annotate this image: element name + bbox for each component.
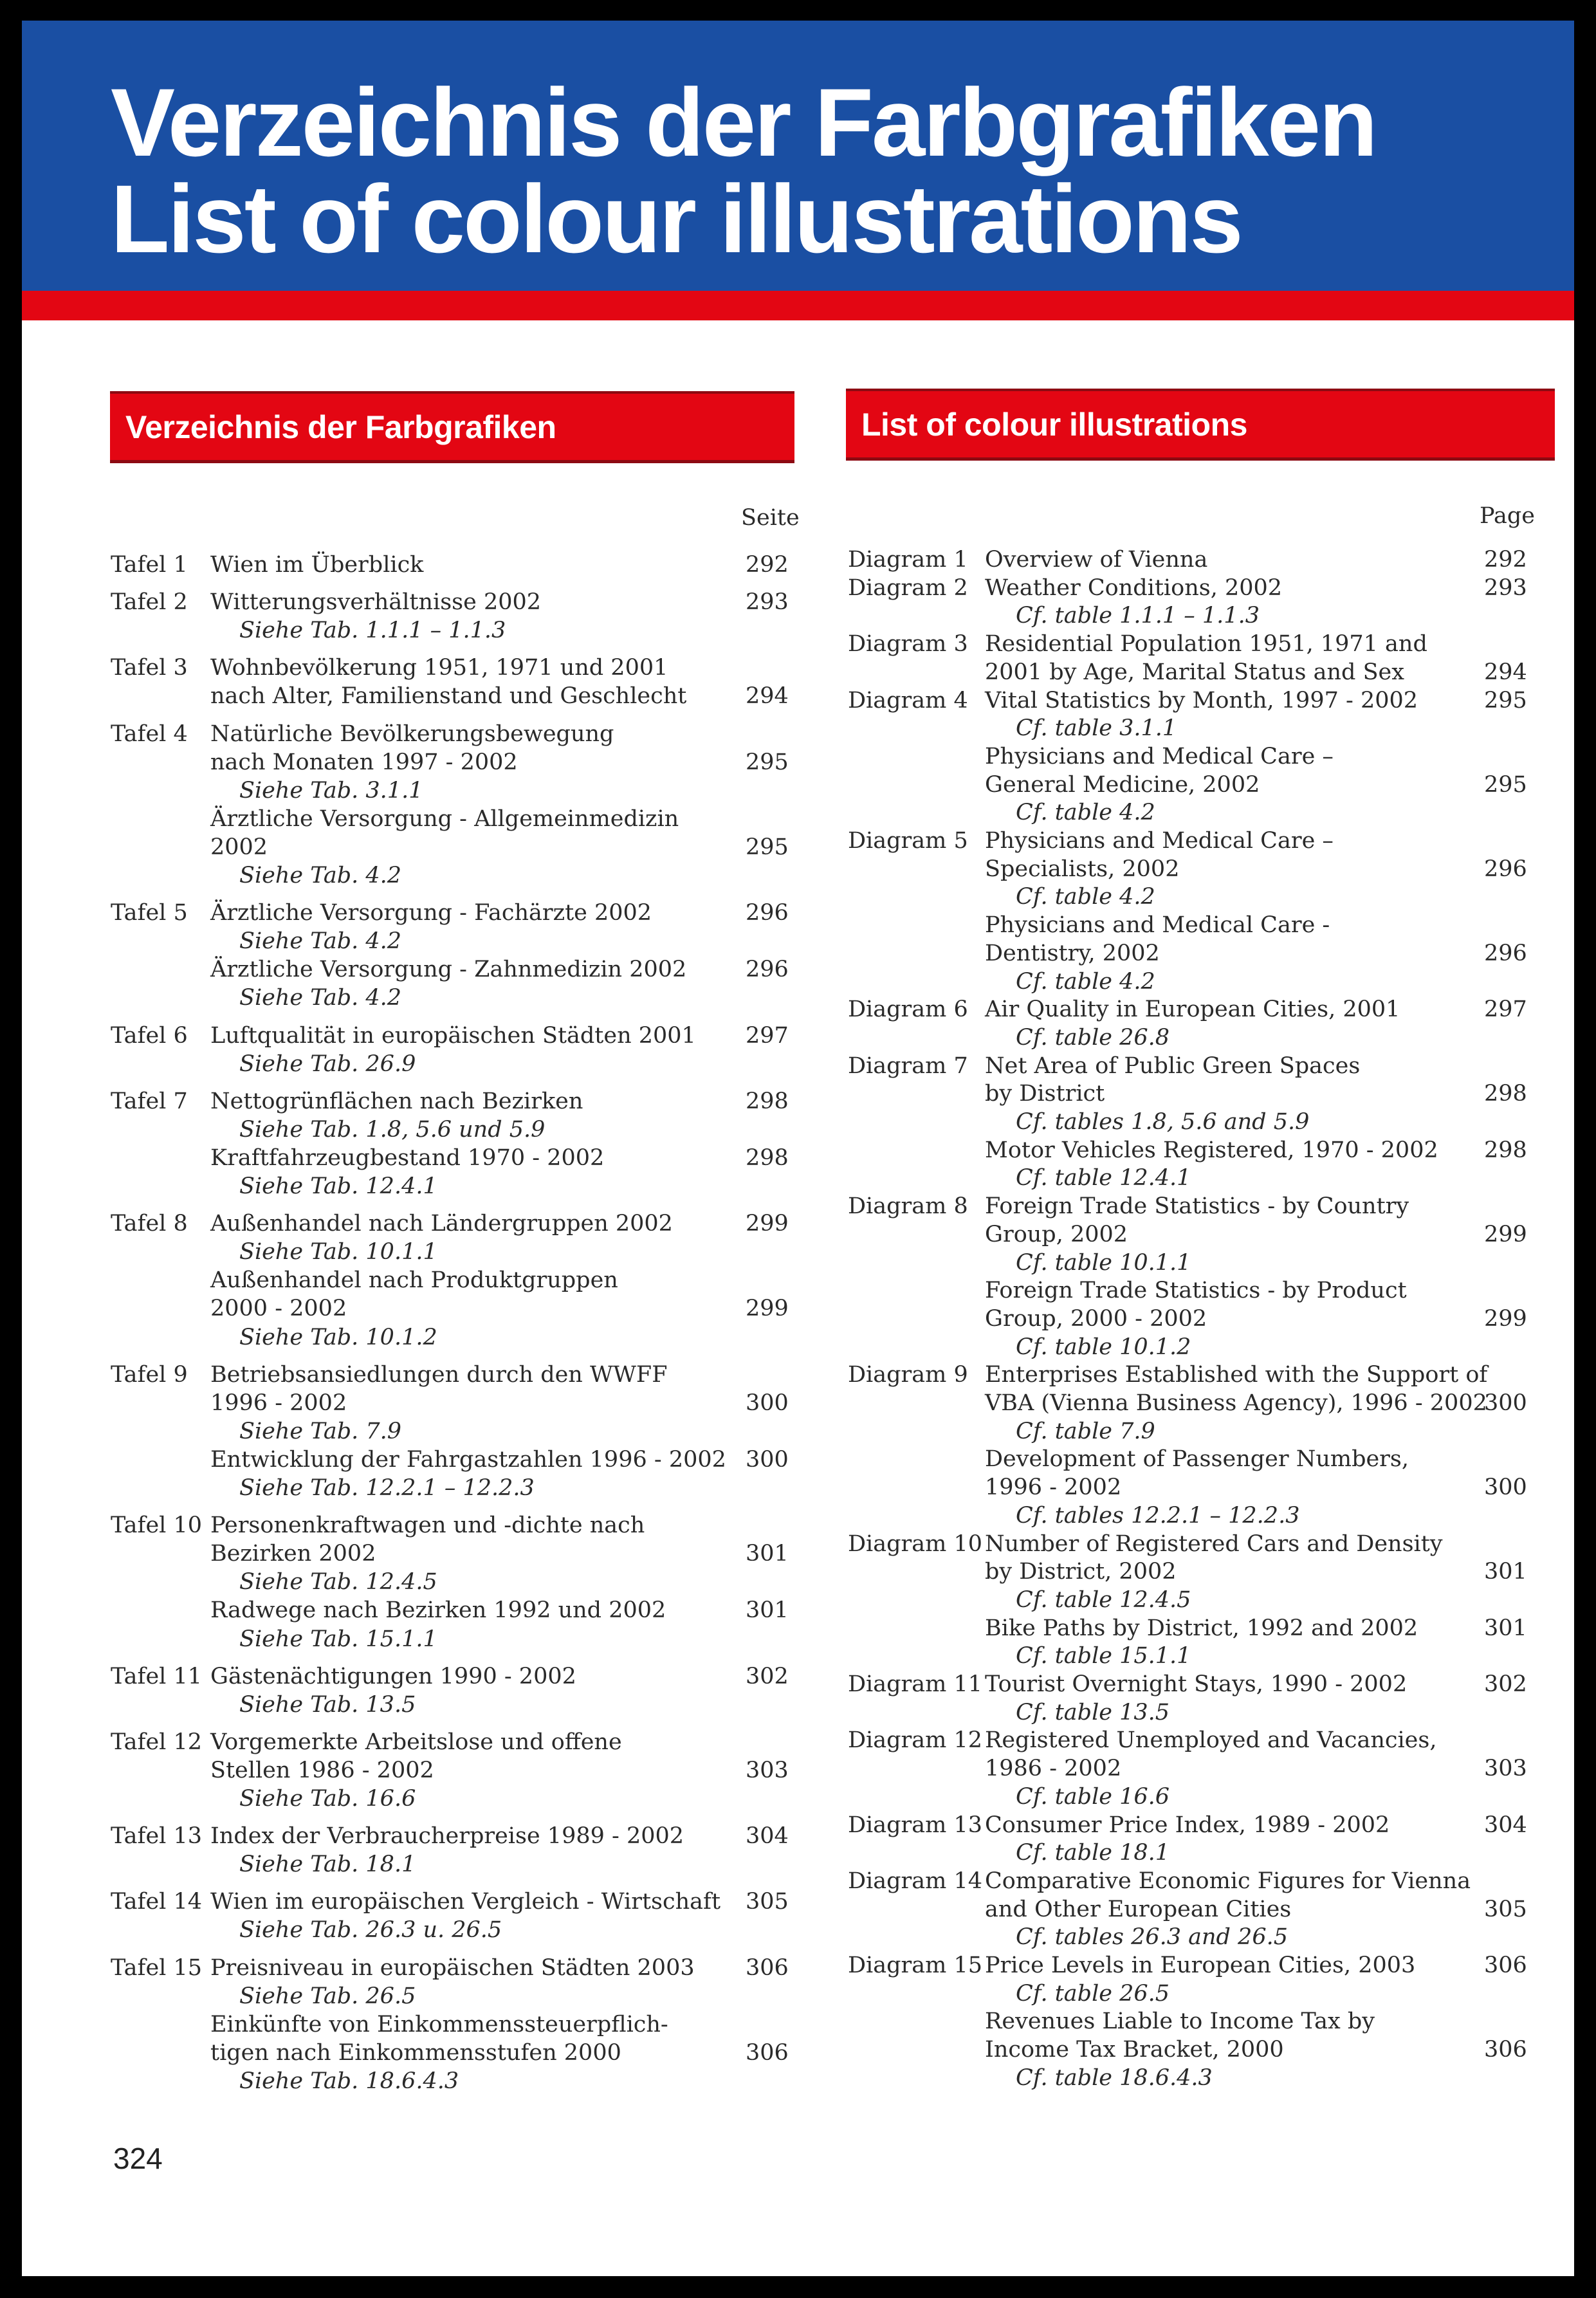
entry-text: Natürliche Bevölkerungsbewegung	[210, 721, 614, 747]
entry-label: Diagram 2	[848, 574, 968, 601]
entry-text: 2001 by Age, Marital Status and Sex	[985, 659, 1404, 685]
entry-text: Vital Statistics by Month, 1997 - 2002	[985, 687, 1418, 713]
entry-text: 1986 - 2002	[985, 1756, 1122, 1782]
table-reference: Siehe Tab. 12.4.5	[239, 1569, 437, 1595]
entry-label: Diagram 6	[848, 997, 968, 1023]
entry-label: Tafel 6	[111, 1022, 188, 1049]
entry-text: Betriebsansiedlungen durch den WWFF	[210, 1361, 668, 1388]
english-section-header: List of colour illustrations	[846, 389, 1555, 461]
page-reference: 295	[746, 834, 789, 860]
page-reference: 296	[746, 900, 789, 926]
table-reference: Cf. table 12.4.5	[1016, 1586, 1191, 1613]
page-reference: 296	[746, 957, 789, 983]
entry-text: Income Tax Bracket, 2000	[985, 2037, 1284, 2063]
table-reference: Cf. table 7.9	[1016, 1418, 1155, 1444]
table-reference: Cf. table 4.2	[1016, 884, 1155, 910]
table-reference: Cf. table 12.4.1	[1016, 1165, 1191, 1191]
page-reference: 296	[1484, 940, 1527, 966]
entry-text: Comparative Economic Figures for Vienna	[985, 1868, 1471, 1894]
table-reference: Cf. tables 1.8, 5.6 and 5.9	[1016, 1109, 1310, 1135]
page-reference: 306	[746, 2039, 789, 2066]
page-reference: 305	[746, 1889, 789, 1915]
page-reference: 304	[1484, 1812, 1527, 1838]
entry-text: Air Quality in European Cities, 2001	[985, 997, 1400, 1023]
page-reference: 301	[1484, 1615, 1527, 1641]
entry-text: Witterungsverhältnisse 2002	[210, 589, 542, 616]
table-reference: Siehe Tab. 13.5	[239, 1691, 416, 1718]
table-reference: Cf. tables 12.2.1 – 12.2.3	[1016, 1502, 1300, 1529]
entry-text: Kraftfahrzeugbestand 1970 - 2002	[210, 1144, 605, 1171]
entry-text: Ärztliche Versorgung - Zahnmedizin 2002	[210, 957, 687, 983]
entry-label: Tafel 2	[111, 589, 188, 616]
entry-label: Tafel 8	[111, 1211, 188, 1237]
entry-label: Tafel 11	[111, 1663, 203, 1689]
page-reference: 301	[746, 1597, 789, 1624]
page-reference: 306	[1484, 1953, 1527, 1978]
table-reference: Siehe Tab. 26.9	[239, 1051, 416, 1077]
page-reference: 298	[1484, 1081, 1527, 1107]
table-reference: Siehe Tab. 4.2	[239, 985, 402, 1011]
entry-label: Diagram 13	[848, 1812, 982, 1838]
document-page	[22, 21, 1574, 2276]
entry-text: Vorgemerkte Arbeitslose und offene	[210, 1729, 622, 1755]
entry-text: nach Alter, Familienstand und Geschlecht	[210, 683, 687, 710]
entry-text: Price Levels in European Cities, 2003	[985, 1953, 1416, 1978]
entry-text: Stellen 1986 - 2002	[210, 1757, 434, 1783]
entry-text: 2000 - 2002	[210, 1296, 347, 1322]
page-reference: 300	[746, 1390, 789, 1416]
entry-label: Tafel 5	[111, 900, 188, 926]
banner-title-german: Verzeichnis der Farbgrafiken	[111, 68, 1376, 176]
entry-text: Specialists, 2002	[985, 856, 1180, 882]
page-reference: 299	[746, 1211, 789, 1237]
entry-text: Physicians and Medical Care -	[985, 912, 1330, 939]
entry-text: Gästenächtigungen 1990 - 2002	[210, 1663, 576, 1689]
table-reference: Cf. table 13.5	[1016, 1699, 1170, 1725]
entry-label: Diagram 15	[848, 1953, 982, 1978]
table-reference: Cf. table 4.2	[1016, 800, 1155, 826]
entry-text: Physicians and Medical Care –	[985, 743, 1334, 769]
entry-text: Number of Registered Cars and Density	[985, 1530, 1443, 1557]
entry-label: Tafel 10	[111, 1512, 203, 1539]
table-reference: Cf. table 26.5	[1016, 1980, 1170, 2007]
page-reference: 295	[746, 749, 789, 775]
entry-text: Development of Passenger Numbers,	[985, 1446, 1409, 1473]
entry-text: Preisniveau in europäischen Städten 2003	[210, 1954, 695, 1981]
page-reference: 293	[1484, 574, 1527, 601]
german-page-column-label: Seite	[741, 505, 800, 531]
entry-text: Wohnbevölkerung 1951, 1971 und 2001	[210, 655, 668, 681]
table-reference: Cf. tables 26.3 and 26.5	[1016, 1924, 1288, 1951]
german-section-header: Verzeichnis der Farbgrafiken	[110, 391, 794, 463]
page-reference: 299	[746, 1296, 789, 1322]
entry-label: Diagram 1	[848, 547, 968, 573]
table-reference: Siehe Tab. 15.1.1	[239, 1626, 437, 1652]
entry-text: Index der Verbraucherpreise 1989 - 2002	[210, 1823, 684, 1850]
entry-label: Tafel 9	[111, 1361, 188, 1388]
entry-text: General Medicine, 2002	[985, 771, 1260, 798]
page-reference: 304	[746, 1823, 789, 1850]
page-reference: 300	[1484, 1475, 1527, 1501]
table-reference: Siehe Tab. 3.1.1	[239, 777, 423, 804]
entry-label: Tafel 7	[111, 1088, 188, 1114]
entry-text: Motor Vehicles Registered, 1970 - 2002	[985, 1137, 1438, 1163]
entry-text: and Other European Cities	[985, 1896, 1292, 1922]
entry-label: Diagram 14	[848, 1868, 982, 1894]
page-reference: 306	[746, 1954, 789, 1981]
entry-text: Bike Paths by District, 1992 and 2002	[985, 1615, 1418, 1641]
table-reference: Cf. table 16.6	[1016, 1783, 1170, 1810]
entry-text: VBA (Vienna Business Agency), 1996 - 2002	[985, 1390, 1487, 1416]
entry-text: Personenkraftwagen und -dichte nach	[210, 1512, 645, 1539]
entry-text: by District, 2002	[985, 1559, 1177, 1585]
table-reference: Siehe Tab. 4.2	[239, 863, 402, 888]
entry-text: Consumer Price Index, 1989 - 2002	[985, 1812, 1390, 1838]
table-reference: Siehe Tab. 4.2	[239, 928, 402, 955]
entry-text: Entwicklung der Fahrgastzahlen 1996 - 2002	[210, 1446, 726, 1473]
entry-text: Net Area of Public Green Spaces	[985, 1052, 1361, 1079]
table-reference: Cf. table 10.1.1	[1016, 1249, 1191, 1276]
entry-text: Dentistry, 2002	[985, 940, 1160, 966]
table-reference: Siehe Tab. 10.1.1	[239, 1239, 437, 1265]
entry-text: Wien im europäischen Vergleich - Wirtschaft	[210, 1889, 721, 1915]
entry-text: Foreign Trade Statistics - by Country	[985, 1193, 1409, 1220]
page-reference: 294	[1484, 659, 1527, 685]
entry-text: Group, 2002	[985, 1221, 1128, 1247]
entry-label: Diagram 7	[848, 1052, 968, 1079]
page-reference: 301	[746, 1541, 789, 1567]
table-reference: Siehe Tab. 12.4.1	[239, 1173, 437, 1199]
entry-text: Nettogrünflächen nach Bezirken	[210, 1088, 583, 1114]
entry-text: nach Monaten 1997 - 2002	[210, 749, 518, 775]
page-reference: 295	[1484, 687, 1527, 713]
page-reference: 297	[746, 1022, 789, 1049]
table-reference: Cf. table 15.1.1	[1016, 1643, 1191, 1669]
page-reference: 298	[1484, 1137, 1527, 1163]
page-reference: 299	[1484, 1221, 1527, 1247]
entry-text: Group, 2000 - 2002	[985, 1305, 1207, 1332]
entry-text: Radwege nach Bezirken 1992 und 2002	[210, 1597, 666, 1624]
table-reference: Siehe Tab. 18.6.4.3	[239, 2068, 459, 2094]
page-reference: 296	[1484, 856, 1527, 882]
entry-label: Diagram 10	[848, 1530, 982, 1557]
table-reference: Siehe Tab. 12.2.1 – 12.2.3	[239, 1475, 535, 1501]
entry-label: Diagram 9	[848, 1362, 968, 1388]
entry-text: Physicians and Medical Care –	[985, 828, 1334, 854]
page-reference: 292	[746, 552, 789, 578]
entry-label: Diagram 11	[848, 1671, 982, 1697]
table-reference: Siehe Tab. 10.1.2	[239, 1324, 437, 1350]
page-reference: 303	[1484, 1756, 1527, 1782]
page-reference: 299	[1484, 1305, 1527, 1332]
page-reference: 292	[1484, 547, 1527, 573]
entry-text: Overview of Vienna	[985, 547, 1208, 573]
banner-red-stripe	[22, 291, 1574, 320]
entry-text: Ärztliche Versorgung - Fachärzte 2002	[210, 900, 652, 926]
english-page-column-label: Page	[1480, 503, 1535, 529]
entry-text: Tourist Overnight Stays, 1990 - 2002	[985, 1671, 1408, 1697]
page-reference: 298	[746, 1088, 789, 1114]
page-reference: 295	[1484, 771, 1527, 798]
banner-title-english: List of colour illustrations	[111, 165, 1242, 273]
entry-label: Diagram 4	[848, 687, 968, 713]
page-reference: 302	[746, 1663, 789, 1689]
entry-label: Tafel 14	[111, 1889, 203, 1915]
page-reference: 302	[1484, 1671, 1527, 1697]
entry-label: Diagram 5	[848, 828, 968, 854]
entry-text: Außenhandel nach Produktgruppen	[210, 1267, 618, 1294]
page-reference: 293	[746, 589, 789, 616]
entry-text: Revenues Liable to Income Tax by	[985, 2008, 1375, 2035]
entry-label: Diagram 3	[848, 631, 968, 657]
title-banner	[22, 21, 1574, 291]
entry-label: Diagram 12	[848, 1727, 982, 1754]
page-reference: 306	[1484, 2037, 1527, 2063]
page-reference: 303	[746, 1757, 789, 1783]
entry-text: Außenhandel nach Ländergruppen 2002	[210, 1211, 673, 1237]
page-number: 324	[113, 2142, 163, 2175]
page-reference: 294	[746, 683, 789, 710]
entry-text: 2002	[210, 834, 268, 860]
entry-label: Tafel 1	[111, 552, 188, 578]
table-reference: Siehe Tab. 16.6	[239, 1786, 416, 1812]
entry-label: Tafel 4	[111, 721, 188, 747]
table-reference: Cf. table 26.8	[1016, 1024, 1170, 1051]
entry-label: Diagram 8	[848, 1193, 968, 1220]
entry-text: tigen nach Einkommensstufen 2000	[210, 2039, 621, 2066]
page-reference: 300	[1484, 1390, 1527, 1416]
entry-label: Tafel 3	[111, 655, 188, 681]
page-reference: 298	[746, 1144, 789, 1171]
entry-text: 1996 - 2002	[210, 1390, 347, 1416]
entry-text: Luftqualität in europäischen Städten 2001	[210, 1022, 696, 1049]
table-reference: Cf. table 18.1	[1016, 1840, 1170, 1866]
entry-label: Tafel 12	[111, 1729, 203, 1755]
table-reference: Cf. table 1.1.1 – 1.1.3	[1016, 603, 1260, 629]
entry-text: Registered Unemployed and Vacancies,	[985, 1727, 1437, 1754]
entry-text: Einkünfte von Einkommenssteuerpflich-	[210, 2011, 668, 2037]
table-reference: Cf. table 18.6.4.3	[1016, 2064, 1213, 2091]
table-reference: Cf. table 3.1.1	[1016, 715, 1177, 742]
table-reference: Siehe Tab. 1.8, 5.6 und 5.9	[239, 1116, 546, 1143]
entry-label: Tafel 13	[111, 1823, 203, 1850]
table-reference: Cf. table 10.1.2	[1016, 1334, 1191, 1360]
entry-text: Bezirken 2002	[210, 1541, 376, 1567]
table-reference: Siehe Tab. 18.1	[239, 1852, 416, 1878]
page-reference: 300	[746, 1446, 789, 1473]
entry-text: Residential Population 1951, 1971 and	[985, 631, 1427, 657]
entry-text: by District	[985, 1081, 1105, 1107]
page-reference: 301	[1484, 1559, 1527, 1585]
page-reference: 297	[1484, 997, 1527, 1023]
entry-text: Wien im Überblick	[210, 552, 424, 578]
table-reference: Siehe Tab. 7.9	[239, 1418, 402, 1444]
entry-text: Weather Conditions, 2002	[985, 574, 1283, 601]
entry-text: Enterprises Established with the Support of	[985, 1362, 1488, 1388]
page-reference: 305	[1484, 1896, 1527, 1922]
entry-text: 1996 - 2002	[985, 1475, 1122, 1501]
table-reference: Siehe Tab. 26.5	[239, 1983, 416, 2009]
entry-text: Foreign Trade Statistics - by Product	[985, 1278, 1407, 1304]
table-reference: Siehe Tab. 1.1.1 – 1.1.3	[239, 618, 506, 644]
entry-text: Ärztliche Versorgung - Allgemeinmedizin	[210, 805, 679, 832]
entry-label: Tafel 15	[111, 1954, 203, 1981]
table-reference: Siehe Tab. 26.3 u. 26.5	[239, 1917, 502, 1944]
table-reference: Cf. table 4.2	[1016, 968, 1155, 995]
